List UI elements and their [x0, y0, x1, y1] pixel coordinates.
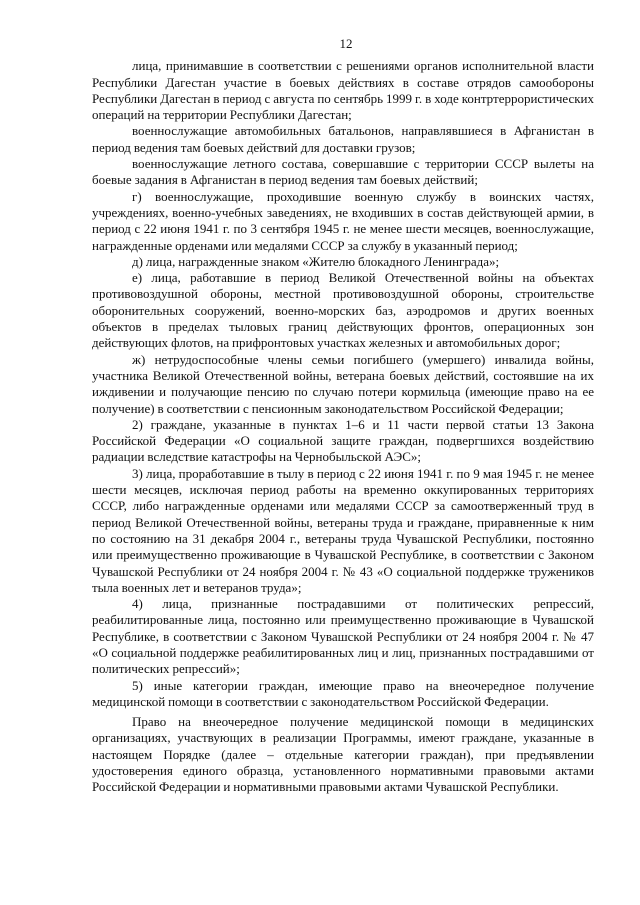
paragraph: ж) нетрудоспособные члены семьи погибшего (умершего) инвалида войны, участника Великой Отечественной войны, ветерана боевых действий, состоявшие на их иждивении и получающие пенсию по случаю потери кормильца (имеющие право на ее получение) в соответствии с пенсионным законодательством Российской Федерации; [92, 351, 594, 416]
page-number: 12 [339, 36, 353, 51]
paragraph: г) военнослужащие, проходившие военную службу в воинских частях, учреждениях, военно-учебных заведениях, не входивших в состав действующей армии, в период с 22 июня 1941 г. по 3 сентября 1945 г. не менее шести месяцев, военнослужащие, награжденные орденами или медалями СССР за службу в указанный период; [92, 188, 594, 253]
paragraph: 2) граждане, указанные в пунктах 1–6 и 11 части первой статьи 13 Закона Российской Федерации «О социальной защите граждан, подвергшихся воздействию радиации вследствие катастрофы на Чернобыльской АЭС»; [92, 416, 594, 465]
paragraph: д) лица, награжденные знаком «Жителю блокадного Ленинграда»; [132, 253, 500, 269]
paragraph: 3) лица, проработавшие в тылу в период с 22 июня 1941 г. по 9 мая 1945 г. не менее шести месяцев, исключая период работы на временно оккупированных территориях СССР, либо награжденные орденами или медалями СССР за самоотверженный труд в период Великой Отечественной войны, ветераны труда и граждане, приравненные к ним по состоянию на 31 декабря 2004 г., ветераны труда Чувашской Республики, постоянно или преимущественно проживающие в Чувашской Республике, в соответствии с Законом Чувашской Республики от 24 ноября 2004 г. № 43 «О социальной поддержке тружеников тыла военных лет и ветеранов труда»; [92, 465, 594, 595]
paragraph: лица, принимавшие в соответствии с решениями органов исполнительной власти Республики Дагестан участие в боевых действиях в составе отрядов самообороны Республики Дагестан в период с августа по сентябрь 1999 г. в ходе контртеррористических операций на территории Республики Дагестан; [92, 58, 594, 123]
paragraph: 5) иные категории граждан, имеющие право на внеочередное получение медицинской помощи в соответствии с законодательством Российской Федерации. [92, 677, 594, 709]
paragraph: 4) лица, признанные пострадавшими от политических репрессий, реабилитированные лица, постоянно или преимущественно проживающие в Чувашской Республике, в соответствии с Законом Чувашской Республики от 24 ноября 2004 г. № 47 «О социальной поддержке реабилитированных лиц и лиц, признанных пострадавшими от политических репрессий»; [92, 596, 594, 677]
paragraph: военнослужащие автомобильных батальонов, направлявшиеся в Афганистан в период ведения там боевых действий для доставки грузов; [92, 123, 594, 155]
paragraph: Право на внеочередное получение медицинской помощи в медицинских организациях, участвующих в реализации Программы, имеют граждане, указанные в настоящем Порядке (далее – отдельные категории граждан), при предъявлении удостоверения единого образца, установленного нормативными правовыми актами Российской Федерации и нормативными правовыми актами Чувашской Республики. [92, 714, 594, 795]
paragraph: е) лица, работавшие в период Великой Отечественной войны на объектах противовоздушной обороны, местной противовоздушной обороны, строительстве оборонительных сооружений, военно-морских баз, аэродромов и других военных объектов в пределах тыловых границ действующих фронтов, операционных зон действующих флотов, на прифронтовых участках железных и автомобильных дорог; [92, 270, 594, 351]
paragraph: военнослужащие летного состава, совершавшие с территории СССР вылеты на боевые задания в Афганистан в период ведения там боевых действий; [92, 156, 594, 188]
